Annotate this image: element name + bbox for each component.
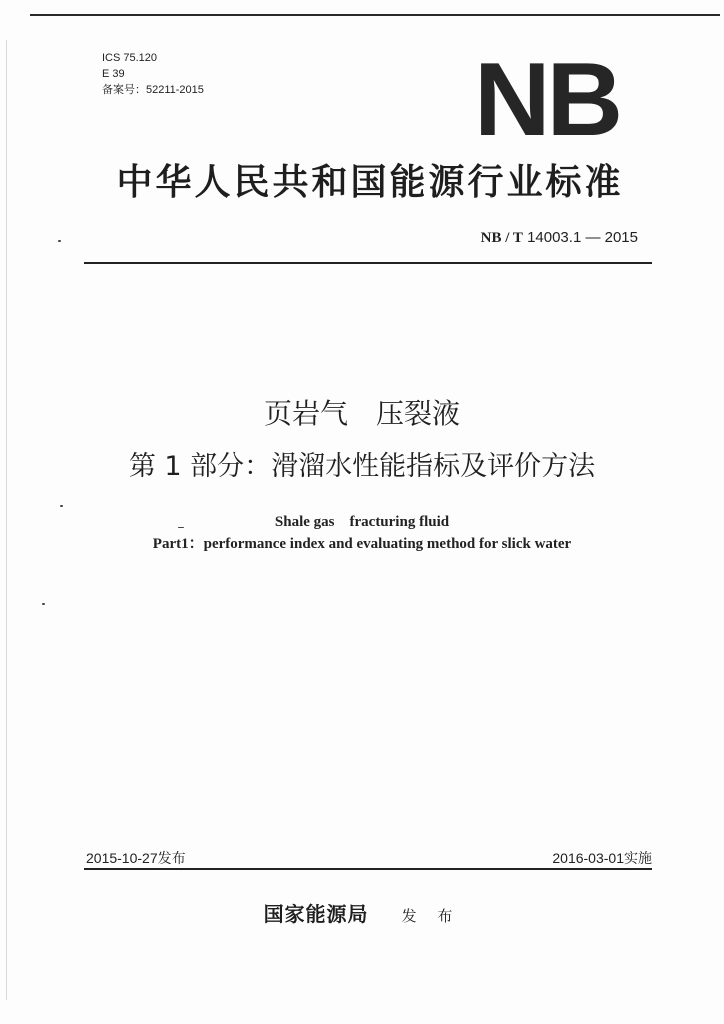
issue-word: 发 布 bbox=[401, 907, 461, 925]
standard-number bbox=[481, 229, 638, 247]
standard-number-prefix: NB / T bbox=[480, 230, 523, 246]
title-english-main: Shale gas fracturing fluid bbox=[274, 514, 450, 530]
title-chinese-part: 第 1 部分：滑溜水性能指标及评价方法 bbox=[128, 451, 596, 482]
scan-speck bbox=[178, 527, 184, 528]
scan-speck bbox=[42, 603, 45, 605]
standard-number-value: 14003.1 — 2015 bbox=[527, 229, 638, 246]
implementation-date: 2016-03-01实施 bbox=[552, 850, 652, 866]
ccs-code: E 39 bbox=[102, 68, 125, 80]
top-divider bbox=[84, 262, 652, 264]
page-top-edge bbox=[30, 14, 720, 16]
title-english-part: Part1：performance index and evaluating method for slick water bbox=[152, 536, 572, 552]
scan-speck bbox=[60, 505, 63, 507]
classification-block bbox=[102, 50, 204, 98]
issuer-organization: 国家能源局 bbox=[263, 902, 369, 926]
bottom-divider bbox=[84, 868, 652, 870]
filing-number: 备案号：52211-2015 bbox=[102, 84, 204, 96]
ics-code: ICS 75.120 bbox=[102, 52, 158, 64]
issuer-line bbox=[0, 898, 724, 927]
scan-speck bbox=[58, 240, 61, 242]
standard-category-title: 中华人民共和国能源行业标准 bbox=[116, 161, 624, 203]
issue-date: 2015-10-27发布 bbox=[86, 850, 186, 866]
nb-logo: NB bbox=[474, 42, 620, 158]
title-chinese-main: 页岩气 压裂液 bbox=[263, 397, 460, 430]
